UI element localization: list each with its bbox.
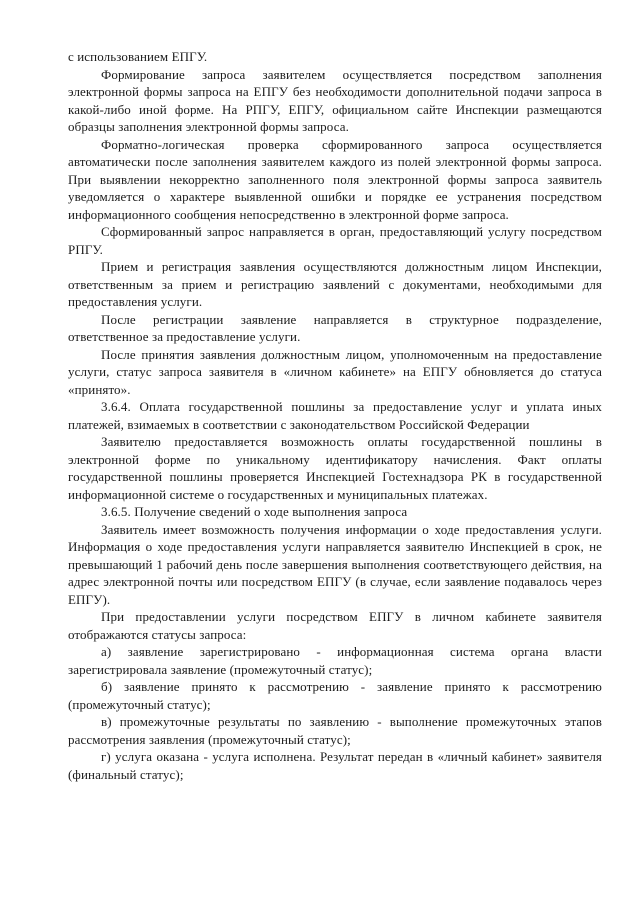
paragraph-progress-info: Заявитель имеет возможность получения информации о ходе предоставления услуги. Информация о ходе предоставления услуги направляется заявителю Инспекцией в срок, не превышающий 1 рабочий день после завершения выполнения соответствующего действия, на адрес электронной почты или посредством ЕПГУ (в случае, если заявление подавалось через ЕПГУ).	[68, 521, 602, 607]
section-heading-3-6-5: 3.6.5. Получение сведений о ходе выполнения запроса	[101, 504, 408, 519]
paragraph-fee-payment: Заявителю предоставляется возможность оплаты государственной пошлины в электронной форме по уникальному идентификатору начисления. Факт оплаты государственной пошлины проверяется Инспекцией Гостехнадзора РК в государственной информационной системе о государственных и муниципальных платежах.	[68, 434, 602, 502]
list-item-status-c: в) промежуточные результаты по заявлению - выполнение промежуточных этапов рассмотрения заявления (промежуточный статус);	[68, 714, 602, 747]
list-item-status-d: г) услуга оказана - услуга исполнена. Результат передан в «личный кабинет» заявителя (финальный статус);	[68, 749, 602, 782]
paragraph-status-accepted: После принятия заявления должностным лицом, уполномоченным на предоставление услуги, статус запроса заявителя в «личном кабинете» на ЕПГУ обновляется до статуса «принято».	[68, 346, 602, 397]
paragraph-format-check: Форматно-логическая проверка сформированного запроса осуществляется автоматически после заполнения заявителем каждого из полей электронной формы запроса. При выявлении некорректно заполненного поля электронной формы запроса заявитель уведомляется о характере выявленной ошибки и порядке ее устранения посредством информационного сообщения непосредственно в электронной форме запроса.	[68, 136, 602, 222]
paragraph-request-sent: Сформированный запрос направляется в орган, предоставляющий услугу посредством РПГУ.	[68, 224, 602, 257]
document-body	[68, 48, 602, 783]
list-item-status-a: а) заявление зарегистрировано - информационная система органа власти зарегистрировала заявление (промежуточный статус);	[68, 644, 602, 677]
paragraph-registration: Прием и регистрация заявления осуществляются должностным лицом Инспекции, ответственным за прием и регистрацию заявлений с документами, необходимыми для предоставления услуги.	[68, 259, 602, 309]
list-item-status-b: б) заявление принято к рассмотрению - заявление принято к рассмотрению (промежуточный статус);	[68, 679, 602, 712]
paragraph-statuses-intro: При предоставлении услуги посредством ЕПГУ в личном кабинете заявителя отображаются статусы запроса:	[68, 609, 602, 642]
paragraph-request-forming: Формирование запроса заявителем осуществляется посредством заполнения электронной формы запроса на ЕПГУ без необходимости дополнительной подачи запроса в какой-либо иной форме. На РПГУ, ЕПГУ, официальном сайте Инспекции размещаются образцы заполнения электронной формы запроса.	[68, 66, 602, 134]
section-heading-3-6-4: 3.6.4. Оплата государственной пошлины за предоставление услуг и уплата иных платежей, взимаемых в соответствии с законодательством Российской Федерации	[68, 399, 602, 432]
paragraph-after-registration: После регистрации заявление направляется в структурное подразделение, ответственное за предоставление услуги.	[68, 311, 602, 344]
paragraph-continuation: с использованием ЕПГУ.	[68, 49, 208, 64]
